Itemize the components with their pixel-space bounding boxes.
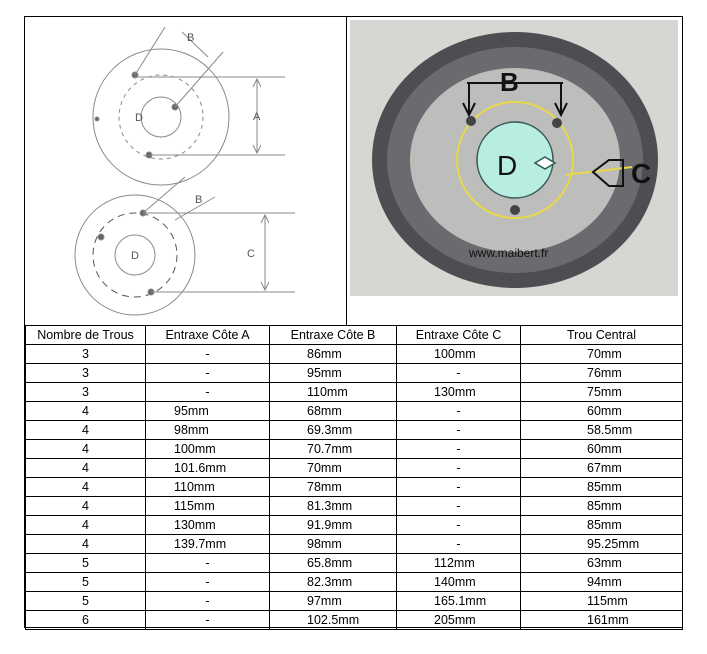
sketch-bottom-label-b: B (195, 194, 203, 206)
table-row (26, 573, 683, 592)
center-hole-cell: 85mm (521, 478, 683, 497)
sketch-top-label-b: B (187, 32, 195, 44)
spacing-c-cell: 140mm (397, 573, 521, 592)
center-hole-cell: 58.5mm (521, 421, 683, 440)
sketch-drawing (25, 17, 347, 326)
table-row (26, 611, 683, 630)
center-hole-cell: 115mm (521, 592, 683, 611)
table-row (26, 592, 683, 611)
spacing-b-cell: 70.7mm (270, 440, 397, 459)
spacing-a-cell: 98mm (146, 421, 270, 440)
spacing-b-cell: 110mm (270, 383, 397, 402)
holes-cell: 5 (26, 592, 146, 611)
sketch-panel (25, 17, 347, 326)
holes-cell: 4 (26, 459, 146, 478)
spacing-c-cell: 112mm (397, 554, 521, 573)
spacing-c-cell: - (397, 516, 521, 535)
spacing-a-cell: - (146, 364, 270, 383)
holes-cell: 4 (26, 497, 146, 516)
holes-cell: 3 (26, 345, 146, 364)
header-spacing-b: Entraxe Côte B (270, 326, 397, 345)
spacing-b-cell: 70mm (270, 459, 397, 478)
spacing-c-cell: 165.1mm (397, 592, 521, 611)
center-hole-cell: 85mm (521, 497, 683, 516)
spacing-a-cell: - (146, 573, 270, 592)
specs-table-wrap (25, 325, 682, 630)
holes-cell: 3 (26, 364, 146, 383)
table-row (26, 421, 683, 440)
spacing-c-cell: - (397, 535, 521, 554)
spacing-c-cell: - (397, 478, 521, 497)
spacing-c-cell: 100mm (397, 345, 521, 364)
holes-cell: 4 (26, 440, 146, 459)
center-hole-cell: 60mm (521, 402, 683, 421)
top-wheel-bore (141, 97, 181, 137)
holes-cell: 4 (26, 421, 146, 440)
center-hole-cell: 161mm (521, 611, 683, 630)
photo-watermark: www.maibert.fr (469, 246, 549, 260)
center-hole-cell: 70mm (521, 345, 683, 364)
center-hole-cell: 85mm (521, 516, 683, 535)
holes-cell: 4 (26, 402, 146, 421)
spacing-b-cell: 68mm (270, 402, 397, 421)
header-holes: Nombre de Trous (26, 326, 146, 345)
holes-cell: 4 (26, 535, 146, 554)
wheel-photo-panel (347, 17, 682, 326)
spacing-b-cell: 82.3mm (270, 573, 397, 592)
spacing-c-cell: 130mm (397, 383, 521, 402)
spacing-b-cell: 95mm (270, 364, 397, 383)
spacing-a-cell: 139.7mm (146, 535, 270, 554)
spacing-c-cell: - (397, 497, 521, 516)
spacing-c-cell: 205mm (397, 611, 521, 630)
sketch-top-label-d: D (135, 112, 143, 124)
header-center-hole: Trou Central (521, 326, 683, 345)
spacing-a-cell: 95mm (146, 402, 270, 421)
spacing-b-cell: 69.3mm (270, 421, 397, 440)
center-hole-cell: 76mm (521, 364, 683, 383)
table-row (26, 402, 683, 421)
table-row (26, 459, 683, 478)
photo-label-b: B (500, 67, 519, 97)
table-row (26, 383, 683, 402)
spacing-c-cell: - (397, 421, 521, 440)
sketch-bottom-label-d: D (131, 250, 139, 262)
center-hole-cell: 75mm (521, 383, 683, 402)
spacing-c-cell: - (397, 440, 521, 459)
spacing-b-cell: 81.3mm (270, 497, 397, 516)
spacing-c-cell: - (397, 364, 521, 383)
document-frame (24, 16, 683, 628)
holes-cell: 4 (26, 516, 146, 535)
table-row (26, 345, 683, 364)
holes-cell: 3 (26, 383, 146, 402)
holes-cell: 6 (26, 611, 146, 630)
sketch-top-label-a: A (253, 111, 261, 123)
spacing-b-cell: 65.8mm (270, 554, 397, 573)
spacing-b-cell: 78mm (270, 478, 397, 497)
table-row (26, 554, 683, 573)
sketch-bottom-label-c: C (247, 248, 255, 260)
table-row (26, 440, 683, 459)
spacing-c-cell: - (397, 402, 521, 421)
table-row (26, 516, 683, 535)
table-header-row (26, 326, 683, 345)
spacing-a-cell: 115mm (146, 497, 270, 516)
top-wheel-pcd (119, 75, 203, 159)
spacing-b-cell: 97mm (270, 592, 397, 611)
spacing-a-cell: 130mm (146, 516, 270, 535)
specs-table (25, 325, 683, 630)
center-hole-cell: 63mm (521, 554, 683, 573)
center-hole-cell: 94mm (521, 573, 683, 592)
photo-label-d: D (497, 150, 518, 181)
spacing-a-cell: - (146, 345, 270, 364)
spacing-b-cell: 86mm (270, 345, 397, 364)
spacing-a-cell: 100mm (146, 440, 270, 459)
wheel-photo (347, 17, 682, 326)
spacing-a-cell: - (146, 554, 270, 573)
spacing-b-cell: 98mm (270, 535, 397, 554)
spacing-a-cell: 101.6mm (146, 459, 270, 478)
spacing-a-cell: 110mm (146, 478, 270, 497)
spacing-c-cell: - (397, 459, 521, 478)
center-hole-cell: 67mm (521, 459, 683, 478)
holes-cell: 4 (26, 478, 146, 497)
spacing-a-cell: - (146, 611, 270, 630)
table-row (26, 535, 683, 554)
spacing-a-cell: - (146, 592, 270, 611)
holes-cell: 5 (26, 554, 146, 573)
photo-label-c: C (631, 158, 652, 189)
header-spacing-a: Entraxe Côte A (146, 326, 270, 345)
center-hole-cell: 60mm (521, 440, 683, 459)
table-row (26, 364, 683, 383)
spacing-a-cell: - (146, 383, 270, 402)
holes-cell: 5 (26, 573, 146, 592)
top-wheel-outer (93, 49, 229, 185)
spacing-b-cell: 91.9mm (270, 516, 397, 535)
table-row (26, 497, 683, 516)
header-spacing-c: Entraxe Côte C (397, 326, 521, 345)
spacing-b-cell: 102.5mm (270, 611, 397, 630)
table-row (26, 478, 683, 497)
center-hole-cell: 95.25mm (521, 535, 683, 554)
